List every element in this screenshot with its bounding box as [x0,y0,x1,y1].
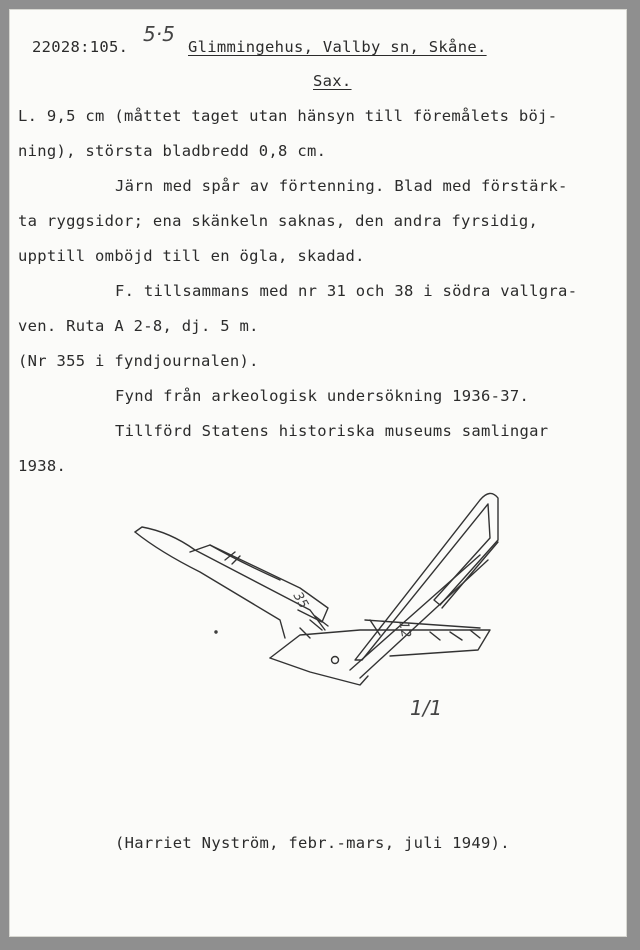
description-line: F. tillsammans med nr 31 och 38 i södra vallgra- [115,282,578,300]
site-heading: Glimmingehus, Vallby sn, Skåne. [188,38,487,56]
description-line: ven. Ruta A 2-8, dj. 5 m. [18,317,259,335]
catalog-card [10,10,626,936]
catalog-number: 22028:105. [32,38,129,56]
card-footer: (Harriet Nyström, febr.-mars, juli 1949). [115,834,510,852]
handwritten-annotation: 5·5 [143,22,175,46]
description-line: ning), största bladbredd 0,8 cm. [18,142,327,160]
description-line: (Nr 355 i fyndjournalen). [18,352,259,370]
description-line: upptill omböjd till en ögla, skadad. [18,247,365,265]
description-line: 1938. [18,457,67,475]
description-line: Tillförd Statens historiska museums samlingar [115,422,549,440]
description-line: ta ryggsidor; ena skänkeln saknas, den andra fyrsidig, [18,212,539,230]
shears-drawing [10,480,626,720]
object-title: Sax. [313,72,352,90]
drawing-mark: 12 [395,620,414,639]
description-line: L. 9,5 cm (måttet taget utan hänsyn till föremålets böj- [18,107,558,125]
drawing-mark: 35 [289,589,311,612]
drawing-scale: 1/1 [410,696,443,720]
description-line: Fynd från arkeologisk undersökning 1936-37. [115,387,530,405]
description-line: Järn med spår av förtenning. Blad med förstärk- [115,177,568,195]
